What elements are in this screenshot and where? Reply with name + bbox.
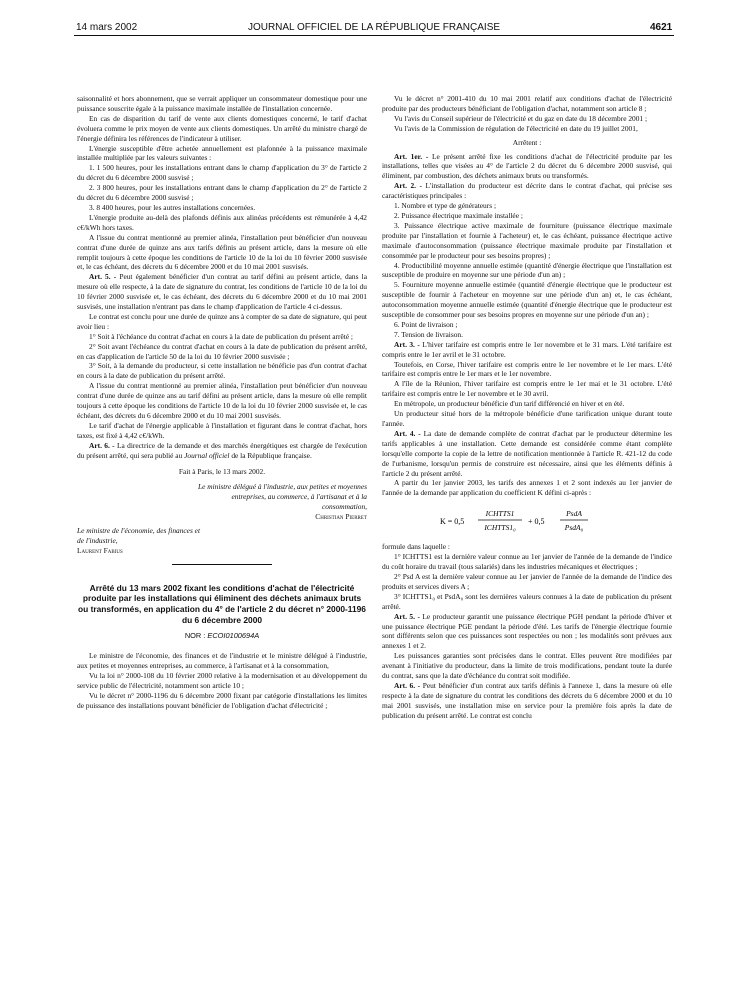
paragraph: Le ministre de l'économie, des finances et de l'industrie et le ministre délégué à l'industrie, aux petites et moyennes entreprises, au commerce, à l'artisanat et à la consommation,: [77, 651, 367, 670]
done-at: Fait à Paris, le 13 mars 2002.: [178, 466, 266, 476]
paragraph: 4. Productibilité moyenne annuelle estimée (quantité d'énergie électrique que l'installation est susceptible de produire en moyenne sur une période d'un an) ;: [382, 260, 672, 280]
formula-lhs: K = 0,5: [440, 517, 465, 527]
paragraph: Le contrat est conclu pour une durée de quinze ans à compter de sa date de signature, qui peut avoir lieu :: [77, 311, 367, 331]
article-3: Art. 3. - L'hiver tarifaire est compris entre le 1er novembre et le 31 mars. L'été tarifaire est compris entre le 1er avril et le 31 octobre.: [382, 339, 672, 359]
signatory-role: Le ministre de l'économie, des finances et de l'industrie,: [77, 526, 201, 545]
arretent: Arrêtent :: [512, 137, 542, 147]
article-5: Art. 5. - Le producteur garantit une puissance électrique PGH pendant la période d'hiver et une puissance électrique PGE pendant la période d'été. Les tarifs de l'énergie électrique fournie sont différents selon que ces puissances sont respectées ou non ; les modalités sont prévues aux annexes 1 et 2.: [382, 611, 672, 651]
article-5: [77, 272, 367, 312]
paragraph: saisonnalité et hors abonnement, que se verrait appliquer un consommateur domestique pour une puissance souscrite égale à la puissance maximale installée de l'installation concernée.: [77, 94, 367, 113]
article-label: Art. 6. -: [394, 680, 421, 690]
formula-num2: PsdA: [566, 509, 582, 519]
paragraph: La directrice de la demande et des marchés énergétiques est chargée de l'exécution du présent arrêté, qui sera publié au: [77, 440, 367, 460]
paragraph: A partir du 1er janvier 2003, les tarifs des annexes 1 et 2 sont indexés au 1er janvier de l'année de la demande par application du coefficient K défini ci-après :: [382, 478, 672, 498]
paragraph: 6. Point de livraison ;: [394, 319, 458, 329]
formula-den2: PsdA₀: [564, 523, 584, 533]
paragraph: 1° ICHTTS1 est la dernière valeur connue au 1er janvier de l'année de la demande de l'indice du coût horaire du travail (tous salariés) dans les industries mécaniques et électriques ;: [382, 552, 672, 572]
paragraph: Un producteur situé hors de la métropole bénéficie d'une tarification unique durant toute l'année.: [382, 409, 672, 428]
paragraph: L'énergie produite au-delà des plafonds définis aux alinéas précédents est rémunérée à 4,42 c€/kWh hors taxes.: [77, 212, 367, 232]
page-number: 4621: [650, 22, 673, 33]
signatory-name: Laurent Fabius: [77, 545, 123, 555]
paragraph: 1. 1 500 heures, pour les installations entrant dans le champ d'application du 3° de l'article 2 du décret du 6 décembre 2000 susvisé ;: [77, 163, 367, 183]
article-1: Art. 1er. - Le présent arrêté fixe les conditions d'achat de l'électricité produite par les installations, telles que visées au 4° de l'article 2 du décret du 6 décembre 2000 susvisé, qui éliminent, par combustion, des déchets animaux bruts ou transformés.: [382, 151, 672, 181]
header-date: 14 mars 2002: [76, 22, 138, 33]
paragraph: 2° Soit avant l'échéance du contrat d'achat en cours à la date de publication du présent arrêté, en cas d'application de l'article 50 de la loi du 10 février 2000 susvisée ;: [77, 341, 367, 361]
paragraph: A l'issue du contrat mentionné au premier alinéa, l'installation peut bénéficier d'un nouveau contrat d'une durée de quinze ans aux tarifs définis au présent article, dans la mesure où elle remplit toujours à cette époque les conditions de l'article 10 de la loi du 10 février 2000 susvisée et, le cas échéant, des décrets du 6 décembre 2000 et du 10 mai 2001 susvisés.: [77, 232, 367, 272]
article-label: Art. 5. -: [89, 272, 117, 282]
formula-plus: + 0,5: [528, 517, 545, 527]
paragraph: 3. 8 400 heures, pour les autres installations concernées.: [89, 202, 256, 212]
signatory-role: Le ministre délégué à l'industrie, aux petites et moyennes entreprises, au commerce, à l'artisanat et à la consommation,: [198, 482, 367, 512]
journal-name: Journal officiel: [184, 450, 230, 460]
paragraph: Les puissances garanties sont précisées dans le contrat. Elles peuvent être modifiées par avenant à l'initiative du producteur, dans la limite de trois modifications, pendant toute la durée du contrat, sans que la date d'échéance du contrat soit modifiée.: [382, 651, 672, 681]
article-label: Art. 2. -: [394, 181, 422, 191]
paragraph: Vu l'avis du Conseil supérieur de l'électricité et du gaz en date du 18 décembre 2001 ;: [394, 113, 648, 123]
paragraph: A l'île de la Réunion, l'hiver tarifaire est compris entre le 1er mai et le 31 octobre. L'été tarifaire est compris entre le 1er novembre et le 30 avril.: [382, 379, 672, 399]
article-label: Art. 3. -: [394, 339, 420, 349]
coefficient-formula: [382, 505, 672, 535]
paragraph: 1. Nombre et type de générateurs ;: [394, 201, 496, 211]
left-column: [77, 94, 367, 711]
paragraph: A l'issue du contrat mentionné au premier alinéa, l'installation peut bénéficier d'un nouveau contrat d'une durée de quinze ans au tarif défini au présent article, dans la mesure où elle remplit toujours à cette époque les conditions de l'article 10 de la loi du 10 février 2000 susvisée et, le cas échéant, des décrets du 6 décembre 2000 et du 10 mai 2001 susvisés.: [77, 381, 367, 420]
paragraph: 7. Tension de livraison.: [394, 329, 463, 339]
journal-title: JOURNAL OFFICIEL DE LA RÉPUBLIQUE FRANÇAISE: [247, 22, 501, 33]
paragraph: Vu la loi n° 2000-108 du 10 février 2000 relative à la modernisation et au développement du service public de l'électricité, notamment son article 10 ;: [77, 670, 367, 690]
paragraph: 3° Soit, à la demande du producteur, si cette installation ne bénéficie pas d'un contrat d'achat en cours à la date de publication du présent arrêté.: [77, 361, 367, 381]
paragraph: Vu le décret n° 2001-410 du 10 mai 2001 relatif aux conditions d'achat de l'électricité produite par des producteurs bénéficiant de l'obligation d'achat, notamment son article 8 ;: [382, 94, 672, 113]
paragraph: 3. Puissance électrique active maximale de fourniture (puissance électrique maximale produite par l'installation et fournie à l'acheteur) et, le cas échéant, puissance électrique active maximale d'autoconsommation (puissance électrique maximale produite par l'installation et consommée par le producteur pour ses besoins propres) ;: [382, 220, 672, 260]
article-label: Art. 5. -: [394, 611, 420, 621]
right-column: [382, 94, 672, 721]
paragraph: formule dans laquelle :: [382, 542, 450, 552]
paragraph: 5. Fourniture moyenne annuelle estimée (quantité d'énergie électrique que le producteur est susceptible de fournir à l'acheteur en moyenne sur une période d'un an) et, le cas échéant, autoconsommation moyenne annuelle estimée (quantité d'énergie électrique que le producteur est susceptible de consommer pour ses besoins propres en moyenne sur une période d'un an) ;: [382, 280, 672, 320]
paragraph: Vu l'avis de la Commission de régulation de l'électricité en date du 19 juillet 2001,: [394, 123, 638, 133]
paragraph: Vu le décret n° 2000-1196 du 6 décembre 2000 fixant par catégorie d'installations les limites de puissance des installations pouvant bénéficier de l'obligation d'achat d'électricité ;: [77, 690, 367, 710]
page-header: [0, 0, 748, 40]
arrete-title: Arrêté du 13 mars 2002 fixant les conditions d'achat de l'électricité produite par les installations qui éliminent des déchets animaux bruts ou transformés, en application du 4° de l'article 2 du décret n° 2000-1196 du 6 décembre 2000: [78, 582, 366, 625]
paragraph: de la République française.: [229, 450, 312, 460]
paragraph: 1° Soit à l'échéance du contrat d'achat en cours à la date de publication du présent arrêté ;: [89, 331, 353, 341]
article-label: Art. 4. -: [394, 428, 421, 438]
article-2: Art. 2. - L'installation du producteur est décrite dans le contrat d'achat, qui précise ses caractéristiques principales :: [382, 181, 672, 201]
signatory-name: Christian Pierret: [315, 512, 367, 522]
article-label: Art. 1er. -: [394, 151, 429, 161]
header-rule: [74, 35, 674, 36]
paragraph: 2° Psd A est la dernière valeur connue au 1er janvier de l'année de la demande de l'indice des produits et services divers A ;: [382, 571, 672, 591]
formula-num1: ICHTTS1: [485, 509, 515, 519]
paragraph: Peut également bénéficier d'un contrat au tarif défini au présent article, dans la mesure où elle respecte, à la date de signature du contrat, les conditions de l'article 10 de la loi du 10 février 2000 susvisée et, le cas échéant, des décrets du 6 décembre 2000 et du 10 mai 2001 susvisés, une installation n'entrant pas dans le champ d'application de l'article 4 ci-dessus.: [77, 272, 367, 312]
article-6: Art. 6. - Peut bénéficier d'un contrat aux tarifs définis à l'annexe 1, dans la mesure où elle respecte à la date de signature du contrat les conditions des décrets du 6 décembre 2000 et du 10 mai 2001 susvisés, une installation mise en service pour la première fois après la date de publication du présent arrêté. Le contrat est conclu: [382, 680, 672, 720]
paragraph: En cas de disparition du tarif de vente aux clients domestiques concerné, le tarif d'achat évoluera comme le prix moyen de vente aux clients domestiques. Un arrêté du ministre chargé de l'énergie définira les références de l'indicateur à utiliser.: [77, 113, 367, 143]
paragraph: Le tarif d'achat de l'énergie applicable à l'installation et figurant dans le contrat d'achat, hors taxes, est fixé à 4,42 c€/kWh.: [77, 420, 367, 440]
separator: [172, 564, 272, 565]
paragraph: En métropole, un producteur bénéficie d'un tarif différencié en hiver et en été.: [394, 399, 625, 409]
article-4: Art. 4. - La date de demande complète de contrat d'achat par le producteur détermine les tarifs applicables à une installation. Cette demande est considérée comme étant complète lorsqu'elle comporte la copie de la lettre de notification mentionnée à l'article R. 421-12 du code de l'urbanisme, lorsqu'un permis de construire est nécessaire, ainsi que les éléments définis à l'article 2 du présent arrêté.: [382, 428, 672, 478]
paragraph: L'énergie susceptible d'être achetée annuellement est plafonnée à la puissance maximale installée multipliée par les valeurs suivantes :: [77, 143, 367, 163]
article-6: [77, 441, 367, 461]
paragraph: 2. 3 800 heures, pour les installations entrant dans le champ d'application du 2° de l'article 2 du décret du 6 décembre 2000 susvisé ;: [77, 183, 367, 203]
nor-reference: NOR : ECOI0100694A: [184, 631, 260, 641]
formula-den1: ICHTTS1₀: [484, 523, 516, 533]
paragraph: 2. Puissance électrique maximale installée ;: [394, 210, 523, 220]
paragraph: Toutefois, en Corse, l'hiver tarifaire est compris entre le 1er novembre et le 1er mars. L'été tarifaire est compris entre le 1er mars et le 1er novembre.: [382, 359, 672, 379]
article-label: Art. 6. -: [89, 440, 115, 450]
paragraph: 3° ICHTTS1₀ et PsdA₀ sont les dernières valeurs connues à la date de publication du présent arrêté.: [382, 591, 672, 611]
